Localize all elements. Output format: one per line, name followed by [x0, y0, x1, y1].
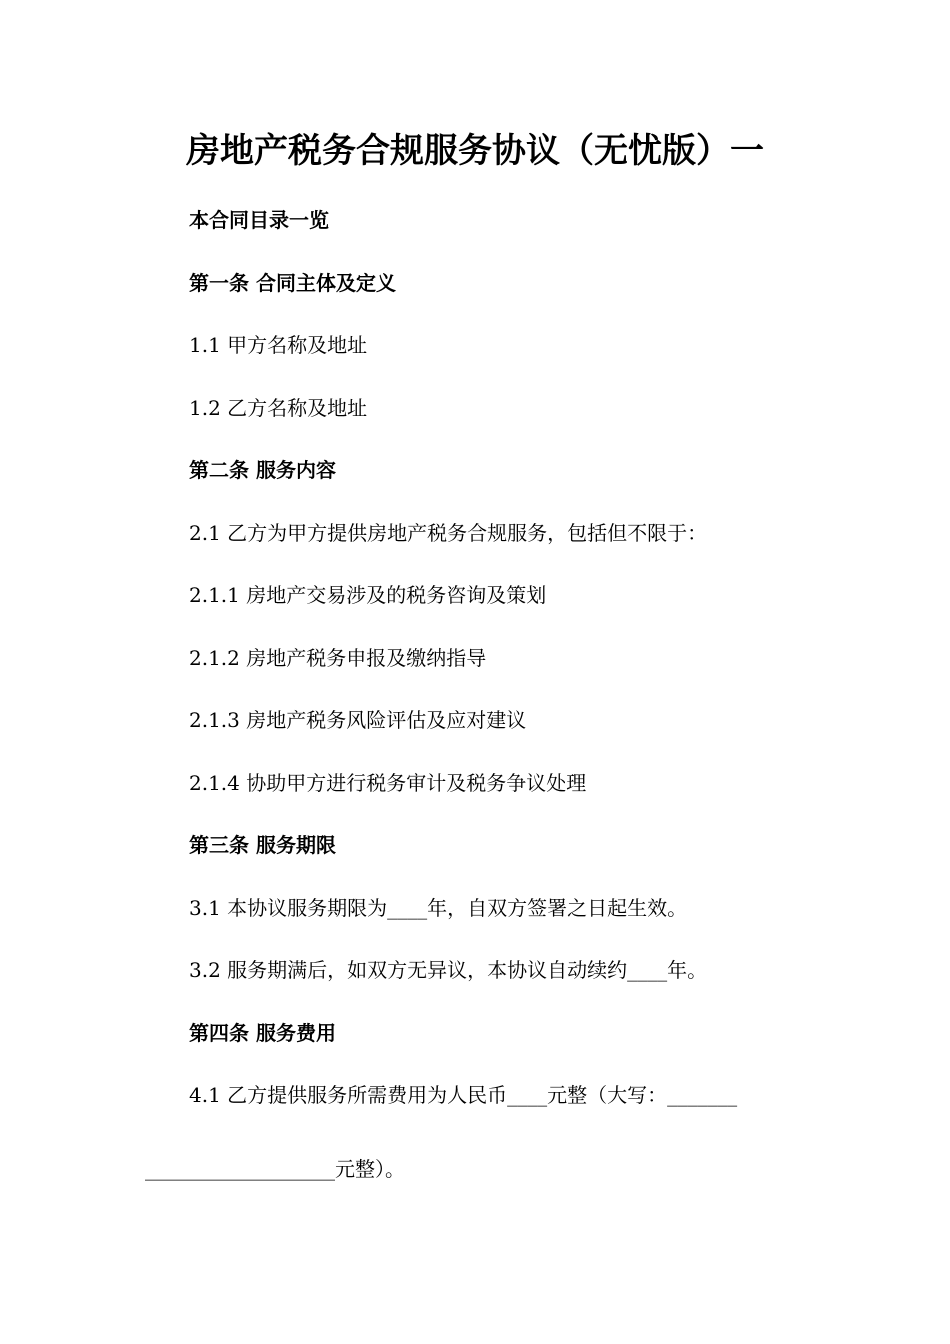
clause-2-1-1: 2.1.1 房地产交易涉及的税务咨询及策划 — [189, 583, 547, 607]
article-2-heading: 第二条 服务内容 — [189, 458, 336, 482]
clause-2-1-4: 2.1.4 协助甲方进行税务审计及税务争议处理 — [189, 771, 587, 795]
clause-2-1-2: 2.1.2 房地产税务申报及缴纳指导 — [189, 646, 487, 670]
article-4-heading: 第四条 服务费用 — [189, 1021, 336, 1045]
article-3-heading: 第三条 服务期限 — [189, 833, 336, 857]
clause-2-1-3: 2.1.3 房地产税务风险评估及应对建议 — [189, 708, 527, 732]
clause-1-1: 1.1 甲方名称及地址 — [189, 333, 368, 357]
clause-1-2: 1.2 乙方名称及地址 — [189, 396, 368, 420]
clause-4-1: 4.1 乙方提供服务所需费用为人民币____元整（大写：_______ — [189, 1083, 738, 1107]
page-title: 房地产税务合规服务协议（无忧版）一 — [186, 131, 764, 171]
clause-2-1: 2.1 乙方为甲方提供房地产税务合规服务，包括但不限于： — [189, 521, 708, 545]
clause-3-2: 3.2 服务期满后，如双方无异议，本协议自动续约____年。 — [189, 958, 708, 982]
clause-3-1: 3.1 本协议服务期限为____年，自双方签署之日起生效。 — [189, 896, 688, 920]
article-1-heading: 第一条 合同主体及定义 — [189, 271, 396, 295]
toc-heading: 本合同目录一览 — [189, 208, 329, 232]
clause-4-1-continuation: ___________________元整）。 — [145, 1157, 405, 1181]
